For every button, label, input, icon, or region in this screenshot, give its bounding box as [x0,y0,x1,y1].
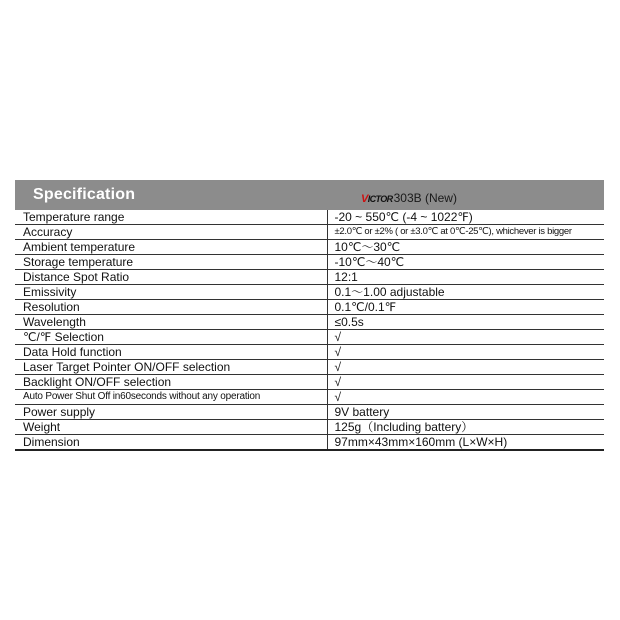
table-row [15,360,604,375]
table-row [15,390,604,405]
row-label: Laser Target Pointer ON/OFF selection [15,360,327,375]
row-label: Accuracy [15,225,327,240]
checkmark-value: √ [327,390,604,405]
model-number: 303B [393,191,422,205]
brand-logo: VICTOR [361,193,393,205]
table-header [15,180,604,210]
table-row [15,240,604,255]
checkmark-value: √ [327,375,604,390]
table-row [15,210,604,225]
specification-table [15,180,604,451]
row-label: Temperature range [15,210,327,225]
table-row [15,435,604,451]
row-value: 0.1～1.00 adjustable [327,285,604,300]
checkmark-value: √ [327,360,604,375]
table-row [15,315,604,330]
row-value: 0.1℃/0.1℉ [327,300,604,315]
row-label: Auto Power Shut Off in60seconds without any operation [15,390,327,405]
checkmark-value: √ [327,330,604,345]
row-label: Power supply [15,405,327,420]
row-value: ≤0.5s [327,315,604,330]
row-value: 12:1 [327,270,604,285]
table-row [15,225,604,240]
table-row [15,420,604,435]
row-value: 97mm×43mm×160mm (L×W×H) [327,435,604,451]
row-label: Ambient temperature [15,240,327,255]
row-label: Backlight ON/OFF selection [15,375,327,390]
model-note: (New) [424,191,457,205]
row-label: Resolution [15,300,327,315]
row-label: Dimension [15,435,327,451]
table-row [15,255,604,270]
row-value: 10℃～30℃ [327,240,604,255]
table-row [15,345,604,360]
table-title: Specification [15,180,327,210]
row-value: 9V battery [327,405,604,420]
table-row [15,405,604,420]
row-value: ±2.0℃ or ±2% ( or ±3.0℃ at 0℃-25℃), whichever is bigger [327,225,604,240]
row-label: ℃/℉ Selection [15,330,327,345]
checkmark-value: √ [327,345,604,360]
row-label: Weight [15,420,327,435]
row-label: Emissivity [15,285,327,300]
row-label: Data Hold function [15,345,327,360]
table-row [15,270,604,285]
model-heading [327,180,604,210]
table-row [15,375,604,390]
row-label: Wavelength [15,315,327,330]
row-value: -10℃～40℃ [327,255,604,270]
row-label: Distance Spot Ratio [15,270,327,285]
table-row [15,285,604,300]
row-value: -20 ~ 550℃ (-4 ~ 1022℉) [327,210,604,225]
table-row [15,330,604,345]
table-row [15,300,604,315]
row-label: Storage temperature [15,255,327,270]
row-value: 125g（Including battery） [327,420,604,435]
